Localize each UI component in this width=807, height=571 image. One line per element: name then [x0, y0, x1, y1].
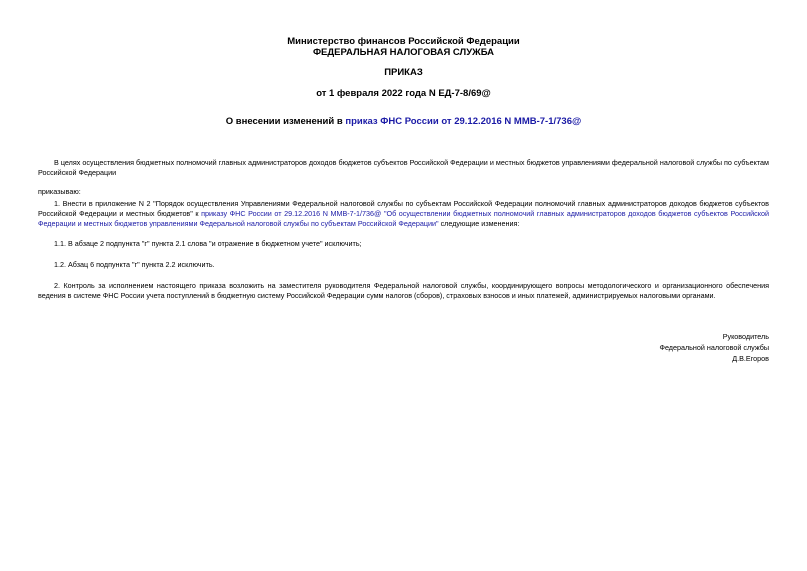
- ministry-heading: Министерство финансов Российской Федерации: [287, 36, 520, 47]
- signature-name: Д.В.Егоров: [732, 354, 769, 363]
- document-title: [0, 116, 807, 127]
- doc-type-heading: ПРИКАЗ: [384, 67, 423, 78]
- title-prefix: О внесении изменений в: [225, 116, 346, 127]
- item1-start: 1. Внести в приложение N 2 "Порядок осуществления Управлениями Федеральной налоговой службы по субъектам Российской Федерации полномочий главных администраторов доходов бюджетов субъектов Российской Федерации и местных бюджетов" к: [38, 199, 769, 218]
- item1-2-block: [38, 260, 769, 270]
- signature-role: Руководитель: [722, 332, 769, 341]
- item1-block: [38, 199, 769, 229]
- title-link[interactable]: приказ ФНС России от 29.12.2016 N ММВ-7-1/736@: [345, 116, 582, 127]
- order-word-block: [38, 187, 769, 197]
- order-word: приказываю:: [38, 187, 81, 196]
- service-heading: ФЕДЕРАЛЬНАЯ НАЛОГОВАЯ СЛУЖБА: [312, 47, 495, 58]
- preamble-block: [38, 158, 769, 178]
- item1-link[interactable]: приказу ФНС России от 29.12.2016 N ММВ-7-1/736@ "Об осуществлении бюджетных полномочий главных администраторов доходов бюджетов субъектов Российской Федерации и местных бюджетов управлениями Федеральной налоговой службы по субъектам Российской Федерации": [38, 209, 769, 228]
- item1-1-paragraph: 1.1. В абзаце 2 подпункта "г" пункта 2.1 слова "и отражение в бюджетном учете" исключить;: [54, 239, 362, 248]
- signature-organization: Федеральной налоговой службы: [659, 343, 769, 352]
- preamble-paragraph: В целях осуществления бюджетных полномочий главных администраторов доходов бюджетов субъектов Российской Федерации и местных бюджетов управлениями федеральной налоговой службы по субъектам Российской Федерации: [38, 158, 769, 177]
- item1-1-block: [38, 239, 769, 249]
- date-number-heading: от 1 февраля 2022 года N ЕД-7-8/69@: [316, 88, 491, 99]
- item1-2-paragraph: 1.2. Абзац 6 подпункта "г" пункта 2.2 исключить.: [54, 260, 215, 269]
- item1-paragraph: [38, 199, 769, 229]
- item2-paragraph: 2. Контроль за исполнением настоящего приказа возложить на заместителя руководителя Федеральной налоговой службы, координирующего вопросы методологического и организационного обеспечения ведения в системе ФНС России учета поступлений в бюджетную систему Российской Федерации сумм налогов (сборов), страховых взносов и иных платежей, администрируемых налоговыми органами.: [38, 281, 769, 300]
- item1-end: следующие изменения:: [438, 219, 520, 228]
- item2-block: [38, 281, 769, 301]
